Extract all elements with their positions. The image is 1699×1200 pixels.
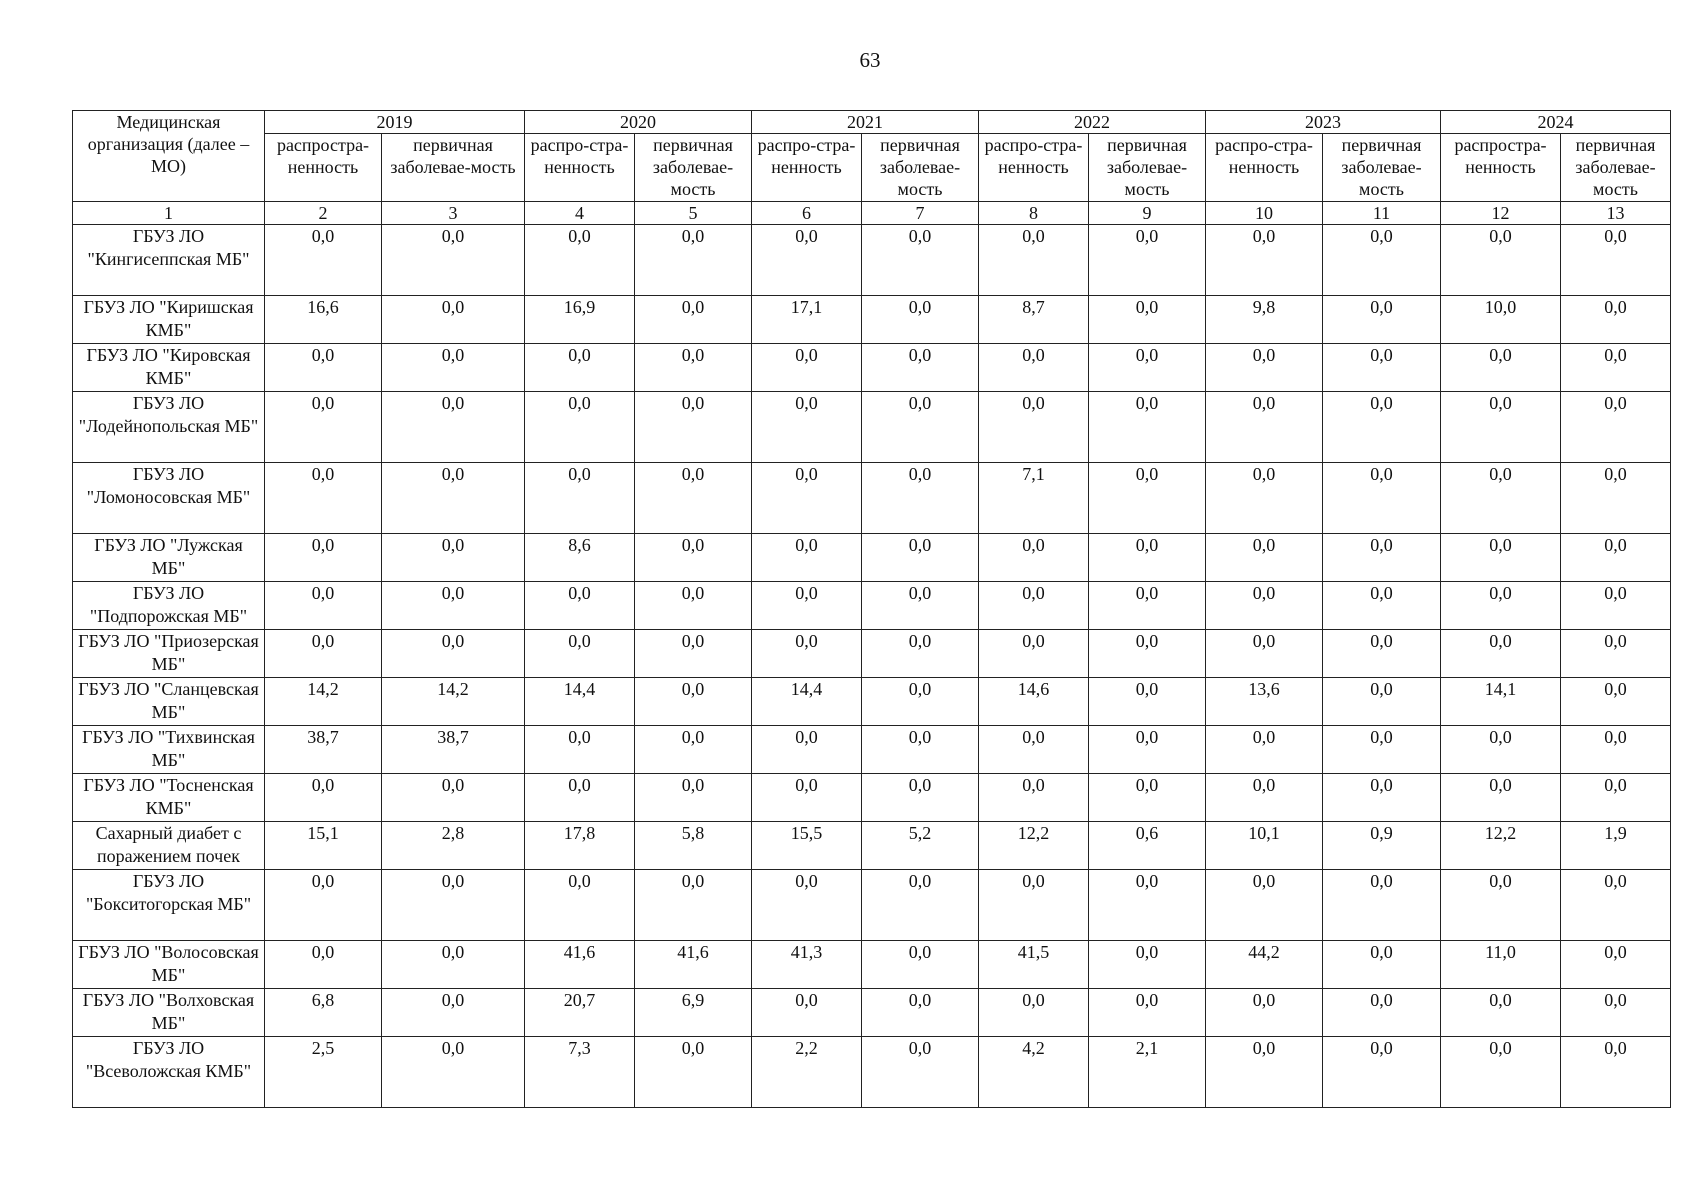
prevalence-header: распро-стра-ненность (525, 134, 635, 202)
column-number: 8 (979, 202, 1089, 225)
prevalence-cell: 41,6 (525, 941, 635, 989)
incidence-cell: 0,0 (1089, 296, 1206, 344)
incidence-cell: 0,9 (1323, 822, 1441, 870)
prevalence-cell: 44,2 (1206, 941, 1323, 989)
incidence-cell: 0,6 (1089, 822, 1206, 870)
prevalence-cell: 0,0 (1206, 463, 1323, 534)
prevalence-header: распро-стра-ненность (979, 134, 1089, 202)
prevalence-cell: 0,0 (979, 344, 1089, 392)
prevalence-cell: 0,0 (1441, 392, 1561, 463)
incidence-cell: 0,0 (635, 534, 752, 582)
incidence-cell: 0,0 (635, 870, 752, 941)
incidence-cell: 0,0 (1323, 774, 1441, 822)
mo-name-cell: ГБУЗ ЛО "Ломоносовская МБ" (73, 463, 265, 534)
incidence-cell: 41,6 (635, 941, 752, 989)
incidence-cell: 0,0 (1561, 534, 1671, 582)
prevalence-cell: 0,0 (1441, 463, 1561, 534)
year-header: 2024 (1441, 111, 1671, 134)
column-number: 1 (73, 202, 265, 225)
incidence-cell: 0,0 (862, 225, 979, 296)
incidence-cell: 0,0 (1323, 582, 1441, 630)
prevalence-cell: 0,0 (1206, 1037, 1323, 1108)
table-row (73, 870, 1671, 941)
prevalence-cell: 0,0 (752, 726, 862, 774)
prevalence-cell: 0,0 (979, 726, 1089, 774)
incidence-cell: 0,0 (1089, 678, 1206, 726)
prevalence-cell: 17,8 (525, 822, 635, 870)
table-header (73, 111, 1671, 225)
prevalence-cell: 2,5 (265, 1037, 382, 1108)
prevalence-cell: 0,0 (1206, 630, 1323, 678)
incidence-cell: 0,0 (382, 534, 525, 582)
morbidity-table (72, 110, 1671, 1108)
incidence-cell: 0,0 (382, 989, 525, 1037)
prevalence-cell: 14,4 (525, 678, 635, 726)
mo-name-cell: ГБУЗ ЛО "Подпорожская МБ" (73, 582, 265, 630)
incidence-cell: 0,0 (1323, 941, 1441, 989)
incidence-cell: 0,0 (382, 870, 525, 941)
incidence-cell: 6,9 (635, 989, 752, 1037)
prevalence-cell: 10,0 (1441, 296, 1561, 344)
incidence-cell: 0,0 (1089, 630, 1206, 678)
prevalence-cell: 0,0 (525, 582, 635, 630)
prevalence-cell: 13,6 (1206, 678, 1323, 726)
prevalence-cell: 0,0 (265, 630, 382, 678)
prevalence-cell: 14,2 (265, 678, 382, 726)
prevalence-cell: 0,0 (265, 225, 382, 296)
prevalence-cell: 0,0 (525, 344, 635, 392)
incidence-cell: 0,0 (635, 630, 752, 678)
prevalence-cell: 0,0 (979, 989, 1089, 1037)
table-row (73, 630, 1671, 678)
prevalence-header: распро-стра-ненность (752, 134, 862, 202)
incidence-cell: 0,0 (1089, 534, 1206, 582)
incidence-header: первичная заболевае-мость (1323, 134, 1441, 202)
prevalence-cell: 14,4 (752, 678, 862, 726)
incidence-cell: 0,0 (1323, 296, 1441, 344)
prevalence-cell: 12,2 (979, 822, 1089, 870)
table-row (73, 822, 1671, 870)
incidence-cell: 0,0 (1323, 870, 1441, 941)
prevalence-cell: 0,0 (265, 870, 382, 941)
incidence-cell: 0,0 (382, 941, 525, 989)
column-number: 13 (1561, 202, 1671, 225)
prevalence-cell: 9,8 (1206, 296, 1323, 344)
prevalence-cell: 0,0 (1206, 989, 1323, 1037)
prevalence-header: распростра-ненность (265, 134, 382, 202)
prevalence-cell: 0,0 (265, 941, 382, 989)
prevalence-cell: 0,0 (752, 774, 862, 822)
prevalence-cell: 0,0 (1206, 870, 1323, 941)
prevalence-cell: 0,0 (1441, 870, 1561, 941)
prevalence-cell: 15,1 (265, 822, 382, 870)
incidence-cell: 0,0 (382, 582, 525, 630)
prevalence-cell: 0,0 (525, 870, 635, 941)
incidence-header: первичная заболевае-мость (1089, 134, 1206, 202)
prevalence-cell: 0,0 (979, 630, 1089, 678)
incidence-cell: 0,0 (382, 296, 525, 344)
incidence-cell: 0,0 (382, 344, 525, 392)
prevalence-cell: 0,0 (525, 630, 635, 678)
incidence-cell: 0,0 (862, 989, 979, 1037)
incidence-cell: 0,0 (1323, 344, 1441, 392)
table-row (73, 726, 1671, 774)
incidence-cell: 0,0 (635, 678, 752, 726)
incidence-cell: 0,0 (862, 582, 979, 630)
incidence-cell: 0,0 (635, 774, 752, 822)
incidence-cell: 0,0 (635, 225, 752, 296)
incidence-cell: 0,0 (635, 463, 752, 534)
column-number: 12 (1441, 202, 1561, 225)
mo-name-cell: ГБУЗ ЛО "Кировская КМБ" (73, 344, 265, 392)
incidence-cell: 0,0 (1089, 225, 1206, 296)
table-row (73, 392, 1671, 463)
incidence-cell: 0,0 (862, 870, 979, 941)
incidence-cell: 0,0 (1561, 630, 1671, 678)
incidence-cell: 5,2 (862, 822, 979, 870)
incidence-cell: 0,0 (382, 225, 525, 296)
prevalence-cell: 0,0 (1206, 225, 1323, 296)
table-row (73, 225, 1671, 296)
prevalence-cell: 0,0 (1206, 392, 1323, 463)
column-number: 2 (265, 202, 382, 225)
prevalence-cell: 0,0 (979, 534, 1089, 582)
prevalence-cell: 15,5 (752, 822, 862, 870)
incidence-cell: 0,0 (1323, 1037, 1441, 1108)
mo-name-cell: ГБУЗ ЛО "Киришская КМБ" (73, 296, 265, 344)
mo-name-cell: Сахарный диабет с поражением почек (73, 822, 265, 870)
prevalence-cell: 0,0 (752, 534, 862, 582)
prevalence-cell: 0,0 (265, 463, 382, 534)
incidence-cell: 0,0 (1561, 1037, 1671, 1108)
incidence-cell: 0,0 (1561, 296, 1671, 344)
incidence-cell: 0,0 (1561, 344, 1671, 392)
column-number: 9 (1089, 202, 1206, 225)
column-number-row (73, 202, 1671, 225)
incidence-cell: 0,0 (382, 463, 525, 534)
incidence-cell: 0,0 (1323, 392, 1441, 463)
prevalence-cell: 0,0 (1206, 726, 1323, 774)
incidence-cell: 0,0 (635, 726, 752, 774)
prevalence-cell: 0,0 (1441, 225, 1561, 296)
prevalence-cell: 12,2 (1441, 822, 1561, 870)
subheader-row (73, 134, 1671, 202)
year-header: 2020 (525, 111, 752, 134)
prevalence-cell: 0,0 (752, 870, 862, 941)
column-number: 4 (525, 202, 635, 225)
incidence-cell: 0,0 (862, 534, 979, 582)
incidence-cell: 0,0 (1323, 630, 1441, 678)
incidence-header: первичная заболевае-мость (1561, 134, 1671, 202)
incidence-cell: 0,0 (1089, 774, 1206, 822)
incidence-cell: 0,0 (635, 582, 752, 630)
prevalence-cell: 6,8 (265, 989, 382, 1037)
prevalence-cell: 17,1 (752, 296, 862, 344)
incidence-cell: 0,0 (862, 296, 979, 344)
prevalence-cell: 0,0 (1441, 344, 1561, 392)
prevalence-cell: 0,0 (979, 392, 1089, 463)
incidence-cell: 0,0 (1323, 726, 1441, 774)
mo-column-header: Медицинская организация (далее – МО) (73, 111, 265, 202)
table-row (73, 678, 1671, 726)
incidence-cell: 0,0 (635, 344, 752, 392)
mo-name-cell: ГБУЗ ЛО "Лодейнопольская МБ" (73, 392, 265, 463)
incidence-cell: 0,0 (382, 630, 525, 678)
column-number: 10 (1206, 202, 1323, 225)
prevalence-cell: 0,0 (265, 534, 382, 582)
incidence-cell: 14,2 (382, 678, 525, 726)
prevalence-cell: 14,6 (979, 678, 1089, 726)
incidence-cell: 38,7 (382, 726, 525, 774)
incidence-cell: 0,0 (862, 941, 979, 989)
incidence-cell: 0,0 (1561, 989, 1671, 1037)
prevalence-cell: 0,0 (525, 774, 635, 822)
incidence-cell: 0,0 (1323, 534, 1441, 582)
prevalence-cell: 0,0 (979, 774, 1089, 822)
incidence-cell: 0,0 (1561, 463, 1671, 534)
incidence-cell: 0,0 (635, 1037, 752, 1108)
incidence-cell: 0,0 (382, 774, 525, 822)
table-row (73, 344, 1671, 392)
incidence-cell: 0,0 (1089, 463, 1206, 534)
incidence-cell: 0,0 (862, 1037, 979, 1108)
prevalence-cell: 0,0 (1441, 989, 1561, 1037)
incidence-cell: 0,0 (1561, 392, 1671, 463)
incidence-cell: 0,0 (1089, 989, 1206, 1037)
prevalence-cell: 4,2 (979, 1037, 1089, 1108)
column-number: 3 (382, 202, 525, 225)
mo-name-cell: ГБУЗ ЛО "Тосненская КМБ" (73, 774, 265, 822)
year-header: 2022 (979, 111, 1206, 134)
prevalence-cell: 20,7 (525, 989, 635, 1037)
prevalence-cell: 0,0 (752, 989, 862, 1037)
prevalence-cell: 0,0 (525, 726, 635, 774)
incidence-cell: 0,0 (1089, 941, 1206, 989)
prevalence-cell: 0,0 (265, 582, 382, 630)
mo-name-cell: ГБУЗ ЛО "Всеволожская КМБ" (73, 1037, 265, 1108)
incidence-cell: 0,0 (862, 630, 979, 678)
incidence-cell: 2,1 (1089, 1037, 1206, 1108)
prevalence-cell: 0,0 (1441, 774, 1561, 822)
incidence-cell: 0,0 (635, 296, 752, 344)
table-row (73, 463, 1671, 534)
year-header-row (73, 111, 1671, 134)
incidence-cell: 0,0 (1323, 678, 1441, 726)
mo-name-cell: ГБУЗ ЛО "Кингисеппская МБ" (73, 225, 265, 296)
incidence-cell: 0,0 (1561, 726, 1671, 774)
prevalence-cell: 0,0 (525, 225, 635, 296)
table-row (73, 989, 1671, 1037)
incidence-cell: 0,0 (862, 463, 979, 534)
mo-name-cell: ГБУЗ ЛО "Тихвинская МБ" (73, 726, 265, 774)
mo-name-cell: ГБУЗ ЛО "Волховская МБ" (73, 989, 265, 1037)
prevalence-cell: 0,0 (979, 582, 1089, 630)
incidence-cell: 0,0 (862, 392, 979, 463)
year-header: 2019 (265, 111, 525, 134)
prevalence-cell: 0,0 (979, 225, 1089, 296)
prevalence-cell: 0,0 (1206, 774, 1323, 822)
mo-name-cell: ГБУЗ ЛО "Сланцевская МБ" (73, 678, 265, 726)
incidence-cell: 5,8 (635, 822, 752, 870)
prevalence-header: распро-стра-ненность (1206, 134, 1323, 202)
table-row (73, 941, 1671, 989)
incidence-cell: 0,0 (1561, 774, 1671, 822)
prevalence-cell: 0,0 (1206, 344, 1323, 392)
prevalence-cell: 0,0 (525, 392, 635, 463)
prevalence-cell: 14,1 (1441, 678, 1561, 726)
prevalence-cell: 0,0 (265, 392, 382, 463)
prevalence-cell: 0,0 (1441, 1037, 1561, 1108)
prevalence-cell: 7,3 (525, 1037, 635, 1108)
prevalence-cell: 2,2 (752, 1037, 862, 1108)
prevalence-cell: 41,5 (979, 941, 1089, 989)
incidence-cell: 0,0 (1323, 989, 1441, 1037)
column-number: 7 (862, 202, 979, 225)
prevalence-cell: 0,0 (1441, 534, 1561, 582)
prevalence-cell: 0,0 (752, 392, 862, 463)
incidence-cell: 0,0 (1561, 941, 1671, 989)
incidence-cell: 0,0 (1089, 582, 1206, 630)
incidence-cell: 0,0 (1561, 678, 1671, 726)
prevalence-cell: 0,0 (1441, 726, 1561, 774)
prevalence-cell: 8,7 (979, 296, 1089, 344)
page-number: 63 (859, 48, 881, 72)
prevalence-cell: 0,0 (752, 225, 862, 296)
incidence-cell: 0,0 (1089, 344, 1206, 392)
incidence-cell: 0,0 (862, 774, 979, 822)
incidence-cell: 0,0 (1089, 870, 1206, 941)
table-row (73, 774, 1671, 822)
prevalence-cell: 0,0 (979, 870, 1089, 941)
incidence-header: первичная заболевае-мость (635, 134, 752, 202)
column-number: 11 (1323, 202, 1441, 225)
incidence-cell: 0,0 (1089, 726, 1206, 774)
prevalence-cell: 7,1 (979, 463, 1089, 534)
table-row (73, 1037, 1671, 1108)
prevalence-cell: 0,0 (752, 630, 862, 678)
incidence-cell: 0,0 (1323, 225, 1441, 296)
incidence-cell: 0,0 (862, 726, 979, 774)
mo-name-cell: ГБУЗ ЛО "Бокситогорская МБ" (73, 870, 265, 941)
incidence-cell: 0,0 (1323, 463, 1441, 534)
incidence-cell: 0,0 (1561, 870, 1671, 941)
prevalence-cell: 8,6 (525, 534, 635, 582)
incidence-cell: 1,9 (1561, 822, 1671, 870)
prevalence-cell: 16,9 (525, 296, 635, 344)
prevalence-cell: 0,0 (752, 582, 862, 630)
prevalence-cell: 0,0 (525, 463, 635, 534)
incidence-cell: 0,0 (862, 344, 979, 392)
prevalence-cell: 11,0 (1441, 941, 1561, 989)
incidence-cell: 0,0 (382, 1037, 525, 1108)
incidence-cell: 0,0 (862, 678, 979, 726)
incidence-header: первичная заболевае-мость (382, 134, 525, 202)
prevalence-header: распростра-ненность (1441, 134, 1561, 202)
incidence-cell: 0,0 (1561, 225, 1671, 296)
prevalence-cell: 0,0 (1441, 582, 1561, 630)
prevalence-cell: 0,0 (265, 344, 382, 392)
prevalence-cell: 0,0 (1206, 582, 1323, 630)
incidence-cell: 0,0 (382, 392, 525, 463)
year-header: 2023 (1206, 111, 1441, 134)
prevalence-cell: 0,0 (752, 344, 862, 392)
mo-name-cell: ГБУЗ ЛО "Волосовская МБ" (73, 941, 265, 989)
column-number: 5 (635, 202, 752, 225)
incidence-cell: 2,8 (382, 822, 525, 870)
prevalence-cell: 0,0 (1206, 534, 1323, 582)
table-row (73, 534, 1671, 582)
table-row (73, 296, 1671, 344)
prevalence-cell: 0,0 (265, 774, 382, 822)
prevalence-cell: 41,3 (752, 941, 862, 989)
prevalence-cell: 16,6 (265, 296, 382, 344)
table-row (73, 582, 1671, 630)
mo-name-cell: ГБУЗ ЛО "Лужская МБ" (73, 534, 265, 582)
incidence-cell: 0,0 (1561, 582, 1671, 630)
prevalence-cell: 38,7 (265, 726, 382, 774)
prevalence-cell: 10,1 (1206, 822, 1323, 870)
incidence-cell: 0,0 (1089, 392, 1206, 463)
prevalence-cell: 0,0 (1441, 630, 1561, 678)
table-body (73, 225, 1671, 1108)
prevalence-cell: 0,0 (752, 463, 862, 534)
year-header: 2021 (752, 111, 979, 134)
incidence-header: первичная заболевае-мость (862, 134, 979, 202)
incidence-cell: 0,0 (635, 392, 752, 463)
column-number: 6 (752, 202, 862, 225)
mo-name-cell: ГБУЗ ЛО "Приозерская МБ" (73, 630, 265, 678)
